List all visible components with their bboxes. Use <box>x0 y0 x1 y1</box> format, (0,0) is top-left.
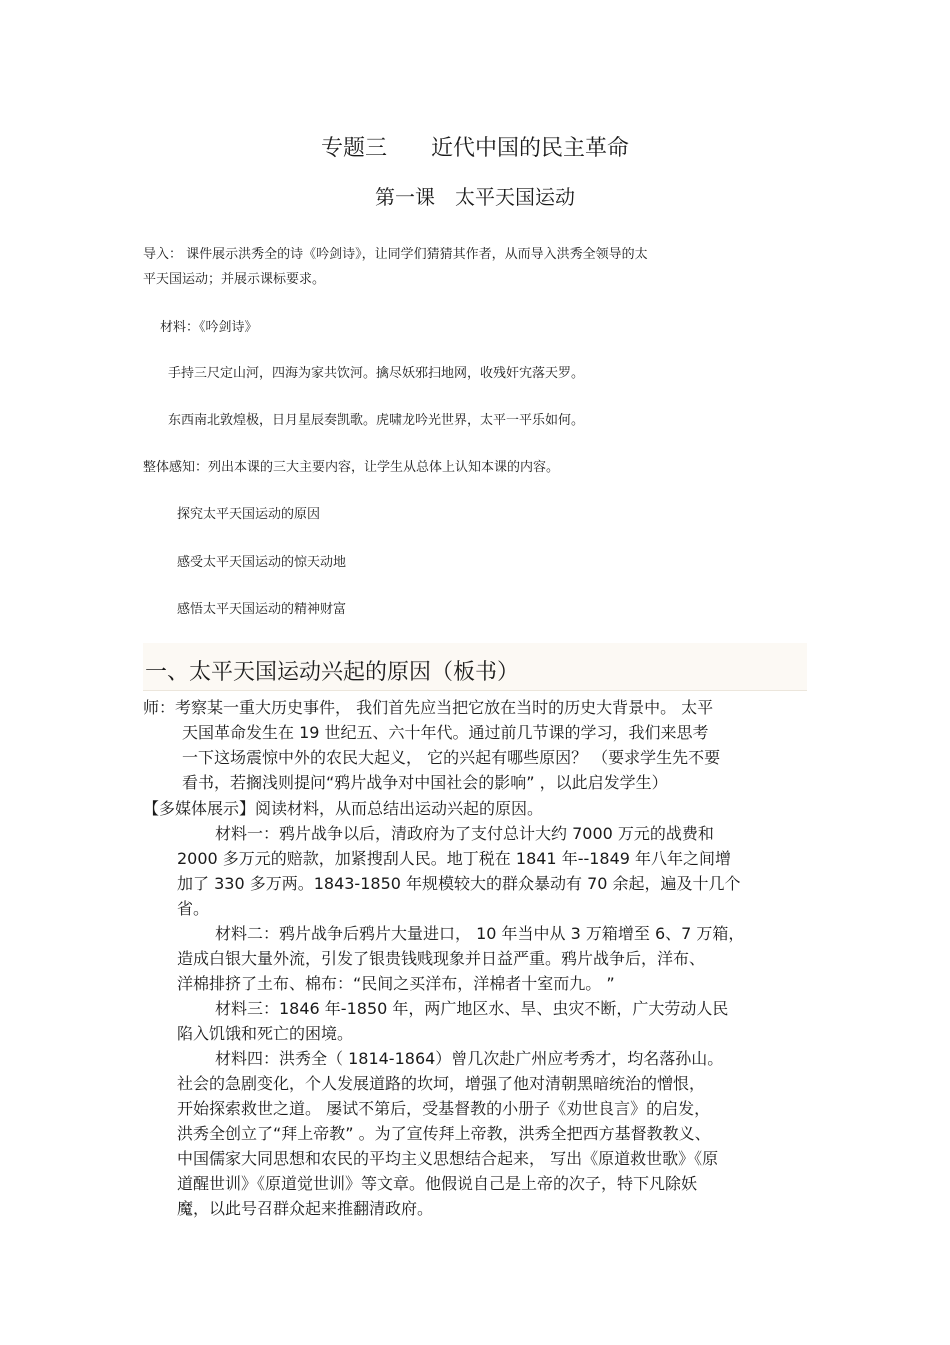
material-3-line-1: 材料三：1846 年-1850 年，两广地区水、旱、虫灾不断，广大劳动人民 <box>215 999 729 1018</box>
multimedia-line: 【多媒体展示】阅读材料，从而总结出运动兴起的原因。 <box>143 799 544 818</box>
section-1-title: 一、太平天国运动兴起的原因（板书） <box>145 660 520 685</box>
teacher-line-4: 看书，若搁浅则提问“鸦片战争对中国社会的影响” ，以此启发学生） <box>182 773 668 792</box>
material-1-line-2: 2000 多万元的赔款，加紧搜刮人民。地丁税在 1841 年--1849 年八年之间增 <box>177 849 732 868</box>
teacher-line-1: 师：考察某一重大历史事件， 我们首先应当把它放在当时的历史大背景中。 太平 <box>143 698 714 717</box>
poem-line-1: 手持三尺定山河，四海为家共饮河。擒尽妖邪扫地网，收残奸宄落天罗。 <box>168 366 585 381</box>
lesson-title: 第一课 太平天国运动 <box>375 185 575 209</box>
content-item-3: 感悟太平天国运动的精神财富 <box>177 602 347 617</box>
material-3-line-2: 陷入饥饿和死亡的困境。 <box>177 1024 354 1043</box>
material-1-line-1: 材料一：鸦片战争以后，清政府为了支付总计大约 7000 万元的战费和 <box>215 824 714 843</box>
material-4-line-4: 洪秀全创立了“拜上帝教” 。为了宣传拜上帝教，洪秀全把西方基督教教义、 <box>177 1124 711 1143</box>
material-4-line-7: 魔，以此号召群众起来推翻清政府。 <box>177 1199 434 1218</box>
teacher-line-3: 一下这场震惊中外的农民大起义， 它的兴起有哪些原因？ （要求学生先不要 <box>182 748 721 767</box>
content-item-2: 感受太平天国运动的惊天动地 <box>177 555 347 570</box>
intro-line-2: 平天国运动；并展示课标要求。 <box>143 272 326 287</box>
material-4-line-6: 道醒世训》《原道觉世训》等文章。他假说自己是上帝的次子，特下凡除妖 <box>177 1174 698 1193</box>
intro-line-1: 导入： 课件展示洪秀全的诗《吟剑诗》，让同学们猜猜其作者，从而导入洪秀全领导的太 <box>143 247 648 262</box>
material-2-line-2: 造成白银大量外流，引发了银贵钱贱现象并日益严重。鸦片战争后，洋布、 <box>177 949 706 968</box>
document-title: 专题三 近代中国的民主革命 <box>320 136 629 161</box>
material-2-line-1: 材料二：鸦片战争后鸦片大量进口， 10 年当中从 3 万箱增至 6、7 万箱， <box>215 924 745 943</box>
material-2-line-3: 洋棉排挤了土布、棉布：“民间之买洋布，洋棉者十室而九。 ” <box>177 974 615 993</box>
material-1-line-4: 省。 <box>177 899 210 918</box>
teacher-line-2: 天国革命发生在 19 世纪五、六十年代。通过前几节课的学习，我们来思考 <box>182 723 709 742</box>
material-4-line-2: 社会的急剧变化，个人发展道路的坎坷，增强了他对清朝黑暗统治的憎恨， <box>177 1074 706 1093</box>
material-4-line-3: 开始探索救世之道。 屡试不第后，受基督教的小册子《劝世良言》的启发， <box>177 1099 711 1118</box>
overview-text: 整体感知：列出本课的三大主要内容，让学生从总体上认知本课的内容。 <box>143 460 560 475</box>
content-item-1: 探究太平天国运动的原因 <box>177 507 321 522</box>
poem-line-2: 东西南北敦煌极，日月星辰奏凯歌。虎啸龙吟光世界，太平一平乐如何。 <box>168 413 585 428</box>
material-4-line-5: 中国儒家大同思想和农民的平均主义思想结合起来， 写出《原道救世歌》《原 <box>177 1149 719 1168</box>
material-1-line-3: 加了 330 多万两。1843-1850 年规模较大的群众暴动有 70 余起，遍及十几个 <box>177 874 741 893</box>
material-label: 材料：《吟剑诗》 <box>160 320 258 335</box>
material-4-line-1: 材料四：洪秀全（ 1814-1864）曾几次赴广州应考秀才，均名落孙山。 <box>215 1049 724 1068</box>
